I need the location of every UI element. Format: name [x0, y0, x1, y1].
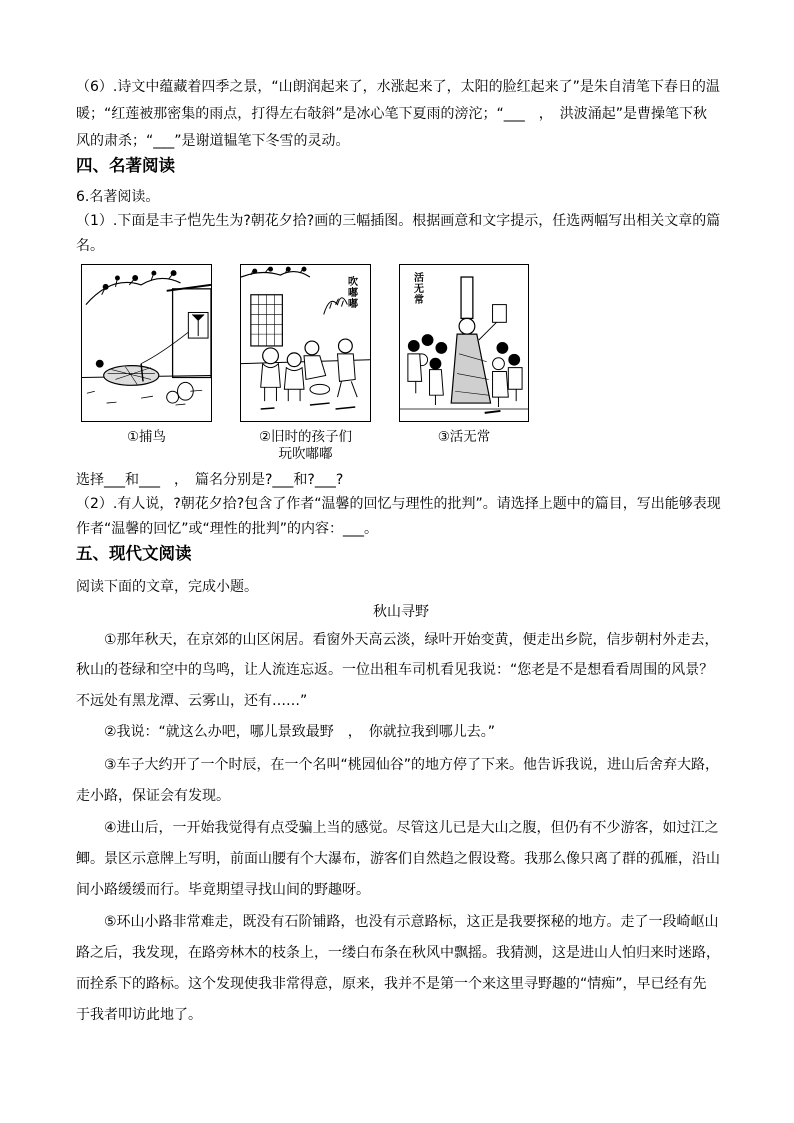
article-p4-line1: ④进山后，一开始我觉得有点受骗上当的感觉。尽管这儿已是大山之腹，但仍有不少游客，如过江之 — [104, 820, 719, 836]
illustration-catching-birds — [81, 264, 212, 422]
illustration-children-playing — [240, 264, 371, 422]
section4-select-line: 选择___和___ ， 篇名分别是?___和?___? — [76, 472, 344, 488]
caption-children-line2: 玩吹嘟嘟 — [278, 446, 333, 462]
article-p1-line3: 不远处有黑龙潭、云雾山，还有……” — [76, 693, 308, 709]
article-p5-line3: 而拴系下的路标。这个发现使我非常得意，原来，我并不是第一个来这里寻野趣的“情痴”，早已经有先 — [76, 976, 707, 992]
vertical-inscription-huowuchang: 活无常 — [414, 273, 424, 306]
section4-part1-line1: （1）.下面是丰子恺先生为?朝花夕拾?画的三幅插图。根据画意和文字提示，任选两幅写出相关文章的篇 — [76, 213, 721, 229]
section5-intro: 阅读下面的文章，完成小题。 — [76, 579, 258, 595]
article-p2-line1: ②我说：“就这么办吧，哪儿景致最野 ， 你就拉我到哪儿去。” — [104, 724, 496, 740]
article-p3-line1: ③车子大约开了一个时辰，在一个名叫“桃园仙谷”的地方停了下来。他告诉我说，进山后舍弃大路， — [104, 757, 720, 773]
article-p5-line2: 路之后，我发现，在路旁林木的枝条上，一缕白布条在秋风中飘摇。我猜测，这是进山人怕归来时迷路， — [76, 945, 720, 961]
article-p1-line1: ①那年秋天，在京郊的山区闲居。看窗外天高云淡，绿叶开始变黄，便走出乡院，信步朝村外走去， — [104, 632, 719, 648]
section4-part2-line1: （2）.有人说，?朝花夕拾?包含了作者“温馨的回忆与理性的批判”。请选择上题中的篇目，写出能够表现 — [76, 496, 721, 512]
illustration-huo-wuchang — [399, 264, 529, 422]
q6-part6-line2: 暖；“红莲被那密集的雨点，打得左右敧斜”是冰心笔下夏雨的滂沱；“___ ， 洪波涌起”是曹操笔下秋 — [76, 106, 708, 122]
article-p5-line4: 于我者叩访此地了。 — [76, 1007, 202, 1023]
article-p4-line3: 间小路缓缓而行。毕竟期望寻找山间的野趣呀。 — [76, 882, 370, 898]
article-p3-line2: 走小路，保证会有发现。 — [76, 788, 230, 804]
vertical-inscription-chuidudu: 吹嘟嘟 — [348, 277, 358, 310]
article-title: 秋山寻野 — [373, 604, 429, 620]
q6-part6-line1: （6）.诗文中蕴藏着四季之景，“山朗润起来了，水涨起来了，太阳的脸红起来了”是朱自清笔下春日的温 — [76, 79, 720, 95]
caption-huo-wuchang: ③活无常 — [437, 429, 491, 445]
section4-part1-line2: 名。 — [76, 238, 104, 254]
section5-heading: 五、现代文阅读 — [76, 544, 192, 563]
caption-children-line1: ②旧时的孩子们 — [258, 429, 353, 445]
q6-part6-line3: 风的肃杀；“___”是谢道韫笔下冬雪的灵动。 — [76, 133, 350, 149]
article-p1-line2: 秋山的苍绿和空中的鸟鸣，让人流连忘返。一位出租车司机看见我说：“您老是不是想看看周围的风景？ — [76, 662, 714, 678]
section4-question-number: 6.名著阅读。 — [76, 189, 160, 205]
section4-part2-line2: 作者“温馨的回忆”或“理性的批判”的内容：___。 — [76, 521, 379, 537]
article-p4-line2: 鲫。景区示意牌上写明，前面山腰有个大瀑布，游客们自然趋之假设鹜。我那么像只离了群的孤雁，沿山 — [76, 851, 720, 867]
article-p5-line1: ⑤环山小路非常难走，既没有石阶铺路，也没有示意路标，这正是我要探秘的地方。走了一段崎岖山 — [104, 914, 719, 930]
section4-heading: 四、名著阅读 — [76, 156, 175, 175]
caption-catching-birds: ①捕鸟 — [126, 429, 167, 445]
catching-birds-drawing — [82, 265, 211, 421]
